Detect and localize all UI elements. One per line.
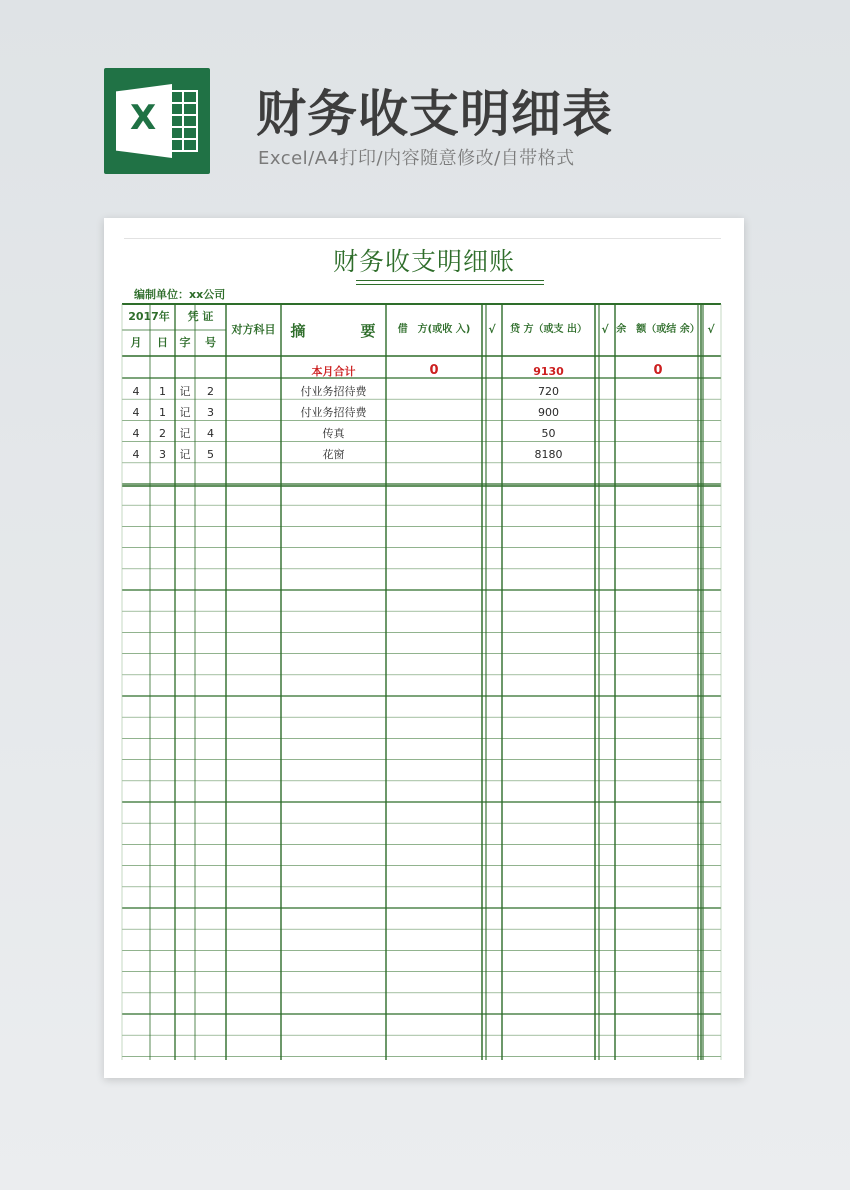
row-3-summary: 传真 [322, 427, 345, 440]
header-check-3: √ [707, 323, 715, 336]
header-day: 日 [157, 336, 168, 349]
row-2-number: 3 [207, 406, 214, 419]
row-2-credit: 900 [538, 406, 559, 419]
ledger-title: 财务收支明细账 [332, 247, 515, 276]
row-1-day: 1 [159, 385, 166, 398]
header-debit: 借 方(或收 入) [397, 324, 471, 335]
row-1-month: 4 [132, 385, 140, 398]
row-2-month: 4 [132, 406, 140, 419]
row-4-number: 5 [207, 448, 214, 461]
row-4-summary: 花窗 [322, 448, 345, 461]
row-1-credit: 720 [538, 385, 559, 398]
row-4-month: 4 [132, 448, 140, 461]
company-label: 编制单位：xx公司 [134, 288, 226, 301]
header-voucher: 凭 证 [187, 310, 214, 323]
header-summary-a: 摘 [290, 322, 306, 340]
header-summary-b: 要 [360, 322, 376, 340]
header-number: 号 [205, 336, 216, 349]
header-check-2: √ [601, 323, 609, 336]
row-4-credit: 8180 [534, 448, 563, 461]
totals-credit: 9130 [533, 365, 564, 378]
excel-logo-icon [104, 68, 210, 174]
header-balance: 余 额（或结 余） [616, 324, 700, 335]
ledger-sheet [104, 218, 744, 1078]
row-1-number: 2 [207, 385, 214, 398]
totals-debit: 0 [429, 363, 439, 378]
header-word: 字 [179, 336, 191, 349]
header-year: 2017年 [128, 310, 170, 323]
row-4-word: 记 [179, 448, 191, 461]
row-3-month: 4 [132, 427, 140, 440]
row-2-day: 1 [159, 406, 166, 419]
page-title: 财务收支明细表 [256, 85, 613, 143]
row-3-word: 记 [179, 427, 191, 440]
header-counter-account: 对方科目 [231, 323, 276, 336]
row-3-day: 2 [159, 427, 166, 440]
totals-balance: 0 [653, 363, 663, 378]
row-1-summary: 付业务招待费 [300, 385, 367, 398]
row-3-credit: 50 [541, 427, 556, 440]
excel-grid-icon [168, 90, 198, 152]
row-1-word: 记 [179, 385, 191, 398]
totals-label: 本月合计 [311, 365, 356, 378]
row-2-summary: 付业务招待费 [300, 406, 367, 419]
header-credit: 贷 方（或支 出） [510, 324, 587, 335]
row-3-number: 4 [207, 427, 214, 440]
excel-x-letter: X [130, 98, 157, 138]
row-4-day: 3 [159, 448, 166, 461]
header-check-1: √ [488, 323, 496, 336]
header-month: 月 [130, 336, 142, 349]
page-subtitle: Excel/A4打印/内容随意修改/自带格式 [258, 148, 575, 169]
row-2-word: 记 [179, 406, 191, 419]
